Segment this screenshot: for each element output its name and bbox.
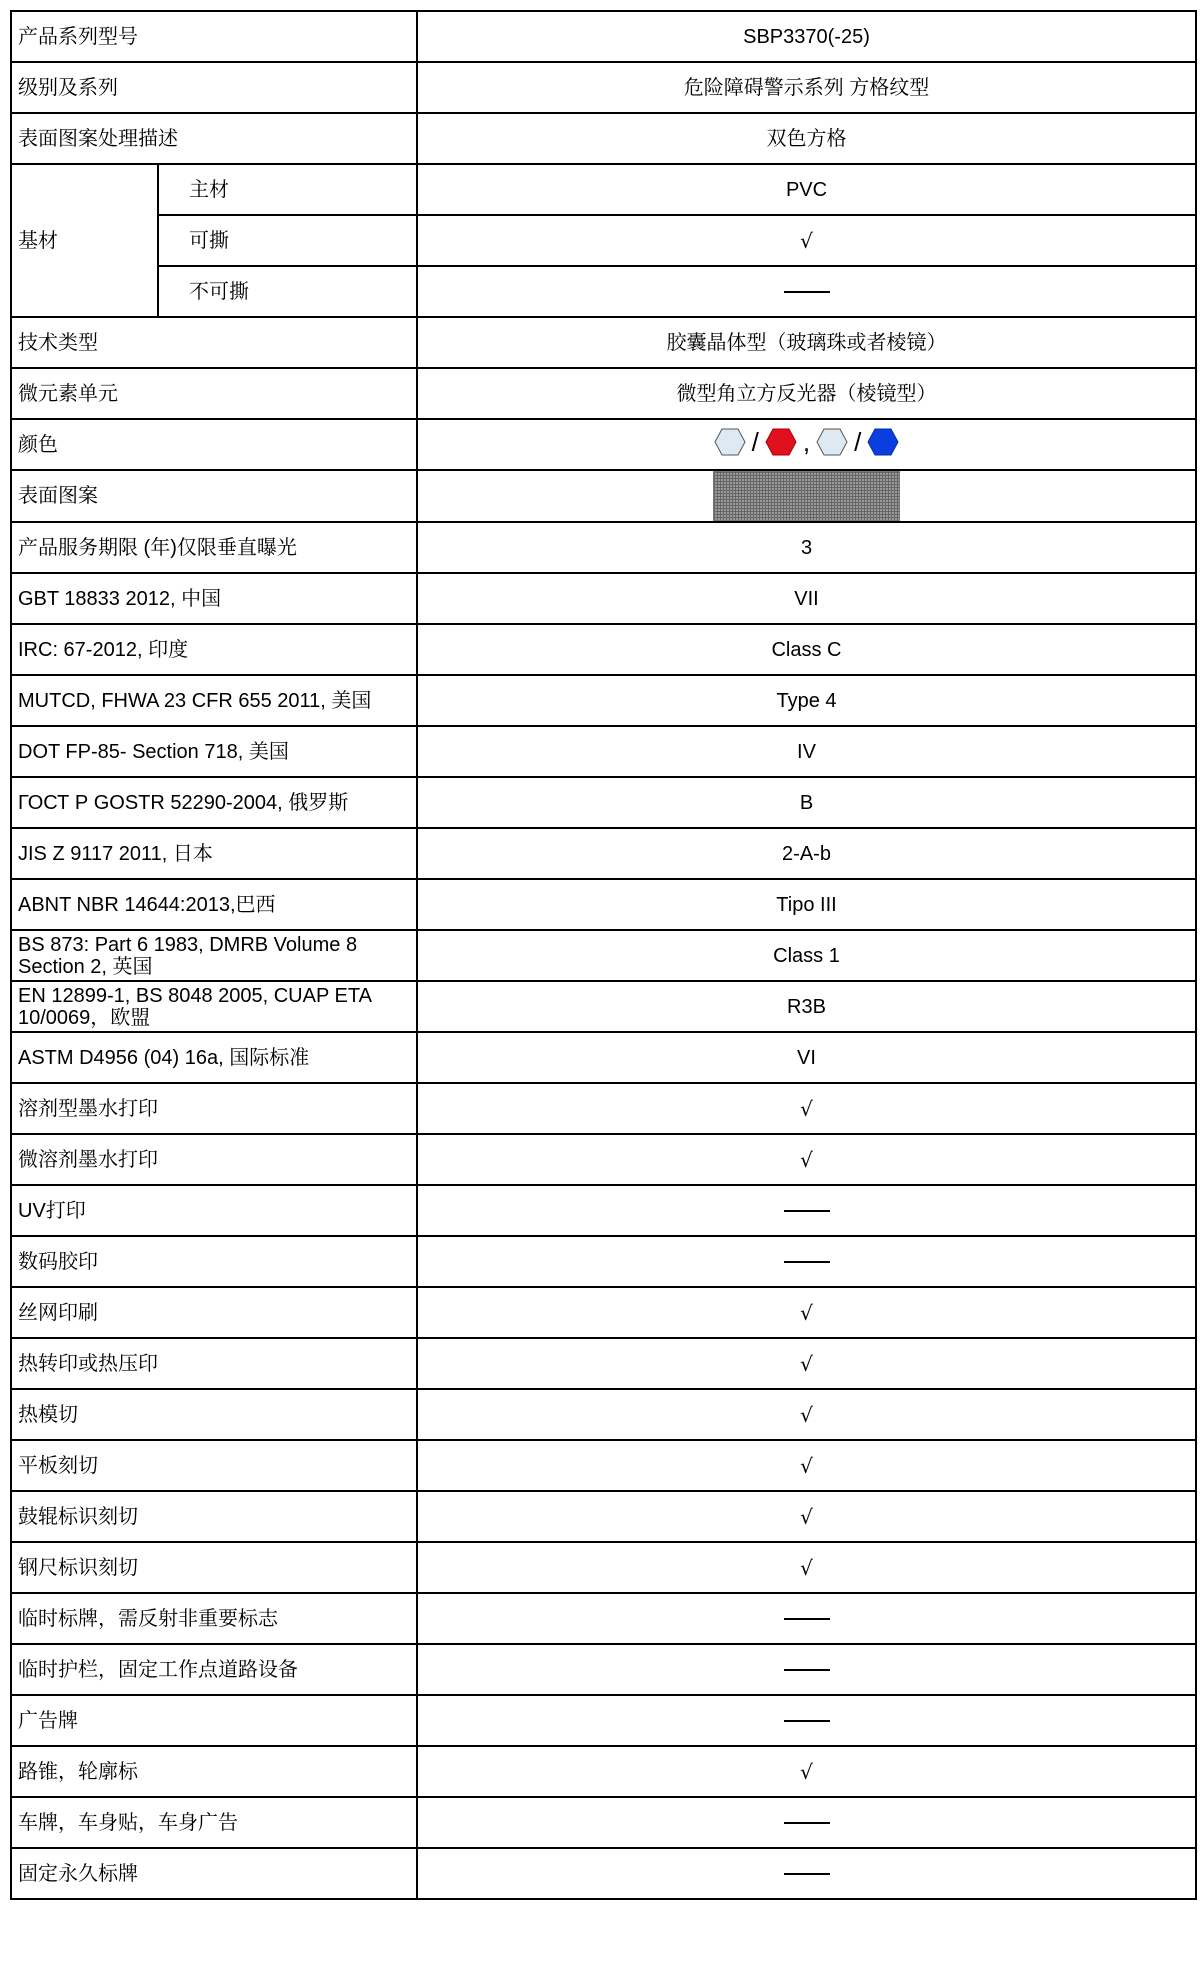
separator: ,: [802, 427, 811, 457]
row-label: JIS Z 9117 2011, 日本: [11, 828, 417, 879]
check-value: √: [417, 1338, 1196, 1389]
label-line: Section 2, 英国: [18, 955, 153, 978]
row-label: ABNT NBR 14644:2013,巴西: [11, 879, 417, 930]
row-eco-solvent-print: [11, 1134, 1196, 1185]
row-sublabel: 主材: [158, 164, 417, 215]
row-label: 平板刻切: [11, 1440, 417, 1491]
dash-mark: [784, 1822, 830, 1824]
row-label: 鼓辊标识刻切: [11, 1491, 417, 1542]
row-micro-unit: [11, 368, 1196, 419]
row-label: 钢尺标识刻切: [11, 1542, 417, 1593]
row-heat-transfer: [11, 1338, 1196, 1389]
dash-mark: [784, 1618, 830, 1620]
row-dot: [11, 726, 1196, 777]
row-sublabel: 不可撕: [158, 266, 417, 317]
spec-table: [10, 10, 1197, 1900]
row-label: [11, 930, 417, 981]
row-label: DOT FP-85- Section 718, 美国: [11, 726, 417, 777]
row-service-life: [11, 522, 1196, 573]
row-value: [417, 1797, 1196, 1848]
row-value: Type 4: [417, 675, 1196, 726]
row-label: 表面图案: [11, 470, 417, 522]
row-label: ASTM D4956 (04) 16a, 国际标准: [11, 1032, 417, 1083]
row-value: Class 1: [417, 930, 1196, 981]
row-jis: [11, 828, 1196, 879]
row-astm: [11, 1032, 1196, 1083]
red-hexagon-swatch: [765, 428, 797, 456]
row-billboards: [11, 1695, 1196, 1746]
row-value: [417, 419, 1196, 470]
row-flatbed-cut: [11, 1440, 1196, 1491]
row-drum-cut: [11, 1491, 1196, 1542]
row-value: Class C: [417, 624, 1196, 675]
row-solvent-print: [11, 1083, 1196, 1134]
check-value: √: [417, 1542, 1196, 1593]
row-screen-print: [11, 1287, 1196, 1338]
row-en: [11, 981, 1196, 1032]
dash-mark: [784, 1873, 830, 1875]
check-value: √: [417, 1134, 1196, 1185]
row-uv-print: [11, 1185, 1196, 1236]
row-value: PVC: [417, 164, 1196, 215]
separator: /: [751, 427, 759, 457]
row-value: R3B: [417, 981, 1196, 1032]
row-value: 胶囊晶体型（玻璃珠或者棱镜）: [417, 317, 1196, 368]
row-value: [417, 1593, 1196, 1644]
row-irc: [11, 624, 1196, 675]
row-label: 颜色: [11, 419, 417, 470]
blue-hexagon-swatch: [867, 428, 899, 456]
row-surface-desc: [11, 113, 1196, 164]
row-temp-signs: [11, 1593, 1196, 1644]
row-label: 临时标牌，需反射非重要标志: [11, 1593, 417, 1644]
row-label: 技术类型: [11, 317, 417, 368]
row-value: B: [417, 777, 1196, 828]
check-value: √: [417, 1389, 1196, 1440]
row-sublabel: 可撕: [158, 215, 417, 266]
label-line: EN 12899-1, BS 8048 2005, CUAP ETA: [18, 984, 372, 1007]
check-value: √: [417, 1746, 1196, 1797]
white-hexagon-swatch: [816, 428, 848, 456]
row-label: 表面图案处理描述: [11, 113, 417, 164]
checker-pattern-image: [713, 471, 900, 521]
row-label: 微溶剂墨水打印: [11, 1134, 417, 1185]
row-label: 产品服务期限 (年)仅限垂直曝光: [11, 522, 417, 573]
substrate-label: 基材: [11, 164, 158, 317]
row-cones: [11, 1746, 1196, 1797]
row-value: [417, 1848, 1196, 1899]
row-label: 产品系列型号: [11, 11, 417, 62]
row-substrate-main: [11, 164, 1196, 215]
row-value: Tipo III: [417, 879, 1196, 930]
check-value: √: [417, 1287, 1196, 1338]
row-value: [417, 1236, 1196, 1287]
row-gost: [11, 777, 1196, 828]
row-hot-die-cut: [11, 1389, 1196, 1440]
row-value: SBP3370(-25): [417, 11, 1196, 62]
dash-mark: [784, 1261, 830, 1263]
row-value: 2-A-b: [417, 828, 1196, 879]
row-value: VII: [417, 573, 1196, 624]
row-value: [417, 1644, 1196, 1695]
row-value: 3: [417, 522, 1196, 573]
row-grade-series: [11, 62, 1196, 113]
separator: /: [854, 427, 862, 457]
row-permanent-signs: [11, 1848, 1196, 1899]
row-vehicle: [11, 1797, 1196, 1848]
row-label: MUTCD, FHWA 23 CFR 655 2011, 美国: [11, 675, 417, 726]
dash-mark: [784, 1210, 830, 1212]
check-value: √: [417, 215, 1196, 266]
row-label: 丝网印刷: [11, 1287, 417, 1338]
row-abnt: [11, 879, 1196, 930]
dash-mark: [784, 1669, 830, 1671]
row-product-model: [11, 11, 1196, 62]
row-label: 溶剂型墨水打印: [11, 1083, 417, 1134]
row-substrate-nonpeelable: [11, 266, 1196, 317]
dash-mark: [784, 291, 830, 293]
row-color: [11, 419, 1196, 470]
row-value: IV: [417, 726, 1196, 777]
check-value: √: [417, 1440, 1196, 1491]
row-gbt: [11, 573, 1196, 624]
row-substrate-peelable: [11, 215, 1196, 266]
check-value: √: [417, 1491, 1196, 1542]
row-label: 临时护栏，固定工作点道路设备: [11, 1644, 417, 1695]
row-value: 双色方格: [417, 113, 1196, 164]
row-value: [417, 470, 1196, 522]
row-label: 车牌，车身贴，车身广告: [11, 1797, 417, 1848]
row-surface-pattern: [11, 470, 1196, 522]
row-label: 热模切: [11, 1389, 417, 1440]
row-value: [417, 1695, 1196, 1746]
row-label: 级别及系列: [11, 62, 417, 113]
row-label: [11, 981, 417, 1032]
check-value: √: [417, 1083, 1196, 1134]
row-tech-type: [11, 317, 1196, 368]
row-value: [417, 1185, 1196, 1236]
white-hexagon-swatch: [714, 428, 746, 456]
row-label: 数码胶印: [11, 1236, 417, 1287]
row-label: 固定永久标牌: [11, 1848, 417, 1899]
row-mutcd: [11, 675, 1196, 726]
row-value: 微型角立方反光器（棱镜型）: [417, 368, 1196, 419]
color-swatches: [714, 428, 900, 456]
row-temp-barriers: [11, 1644, 1196, 1695]
row-steel-rule-cut: [11, 1542, 1196, 1593]
row-label: 微元素单元: [11, 368, 417, 419]
label-line: BS 873: Part 6 1983, DMRB Volume 8: [18, 933, 358, 956]
row-label: GBT 18833 2012, 中国: [11, 573, 417, 624]
row-bs: [11, 930, 1196, 981]
row-label: 路锥，轮廓标: [11, 1746, 417, 1797]
row-digital-offset: [11, 1236, 1196, 1287]
row-value: 危险障碍警示系列 方格纹型: [417, 62, 1196, 113]
row-value: [417, 266, 1196, 317]
row-value: VI: [417, 1032, 1196, 1083]
row-label: UV打印: [11, 1185, 417, 1236]
row-label: IRC: 67-2012, 印度: [11, 624, 417, 675]
row-label: 广告牌: [11, 1695, 417, 1746]
row-label: ГОСТ Р GOSTR 52290-2004, 俄罗斯: [11, 777, 417, 828]
dash-mark: [784, 1720, 830, 1722]
label-line: 10/0069，欧盟: [18, 1006, 151, 1029]
row-label: 热转印或热压印: [11, 1338, 417, 1389]
